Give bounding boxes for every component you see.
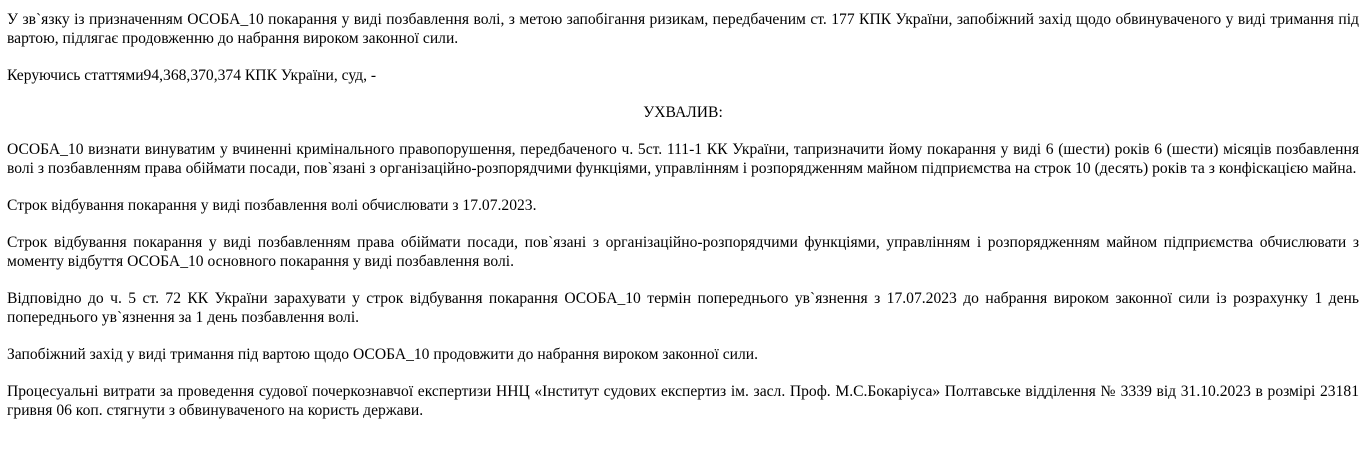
ruling-heading: УХВАЛИВ:: [643, 104, 723, 121]
paragraph-guided-by-articles: Керуючись статтями94,368,370,374 КПК України, суд, -: [7, 67, 377, 84]
paragraph-pretrial-detention-credit: Відповідно до ч. 5 ст. 72 КК України зарахувати у строк відбування покарання ОСОБА_10 термін попереднього ув`язнення з 17.07.2023 до набрання вироком законної сили із розрахунку 1 день попереднього ув`язнення за 1 день позбавлення волі.: [7, 290, 1359, 326]
paragraph-verdict-sentence: ОСОБА_10 визнати винуватим у вчиненні кримінального правопорушення, передбаченого ч. 5ст. 111-1 КК України, тапризначити йому покарання у виді 6 (шести) років 6 (шести) місяців позбавлення волі з позбавленням права обіймати посади, пов`язані з організаційно-розпорядчими функціями, управлінням і розпорядженням майном підприємства на строк 10 (десять) років та з конфіскацією майна.: [7, 141, 1359, 177]
paragraph-preventive-measure-extension: Запобіжний захід у виді тримання під вартою щодо ОСОБА_10 продовжити до набрання вироком законної сили.: [7, 346, 759, 363]
paragraph-sentence-start-date: Строк відбування покарання у виді позбавлення волі обчислювати з 17.07.2023.: [7, 197, 537, 214]
paragraph-additional-penalty-term: Строк відбування покарання у виді позбавленням права обіймати посади, пов`язані з організаційно-розпорядчими функціями, управлінням і розпорядженням майном підприємства обчислювати з моменту відбуття ОСОБА_10 основного покарання у виді позбавлення волі.: [7, 234, 1359, 270]
paragraph-procedural-costs: Процесуальні витрати за проведення судової почеркознавчої експертизи ННЦ «Інститут судових експертиз ім. засл. Проф. М.С.Бокаріуса» Полтавське відділення № 3339 від 31.10.2023 в розмірі 23181 гривня 06 коп. стягнути з обвинуваченого на користь держави.: [7, 383, 1359, 419]
paragraph-preventive-measure-reason: У зв`язку із призначенням ОСОБА_10 покарання у виді позбавлення волі, з метою запобігання ризикам, передбаченим ст. 177 КПК України, запобіжний захід щодо обвинуваченого у виді тримання під вартою, підлягає продовженню до набрання вироком законної сили.: [7, 11, 1359, 47]
